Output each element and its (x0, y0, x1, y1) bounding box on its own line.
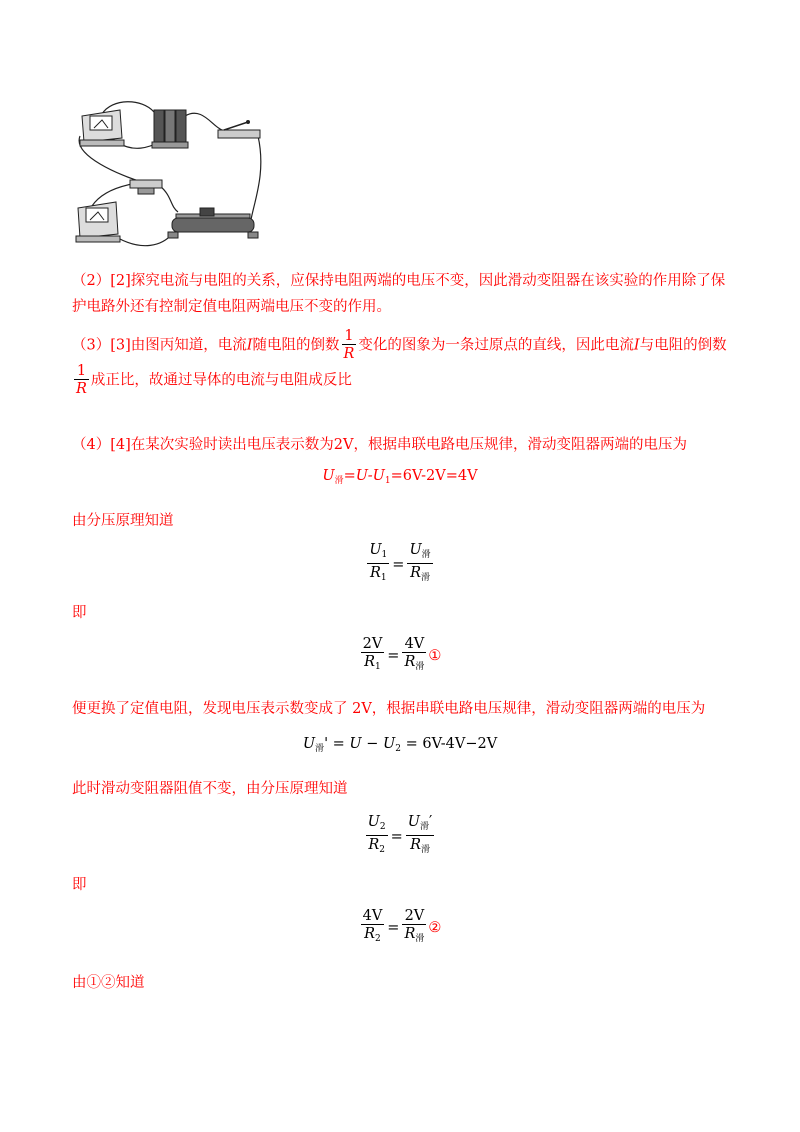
circuit-figure (72, 96, 264, 252)
line-ji-2: 即 (72, 877, 87, 893)
text: 随电阻的倒数 (252, 337, 340, 354)
fraction-inverse-r (74, 363, 89, 398)
numerator: 2V (402, 908, 426, 925)
symbol: R (404, 654, 416, 670)
value: =6V-2V=4V (390, 468, 478, 484)
prime: ' (324, 736, 329, 752)
wire (118, 234, 172, 246)
fraction-inverse-r (342, 328, 357, 363)
symbol: R (410, 565, 422, 581)
equation-ratio-3 (0, 814, 800, 859)
text: （3）[3]由图丙知道，电流 (72, 337, 247, 354)
equals-sign: = (387, 920, 400, 936)
equation-marker: ② (428, 920, 442, 936)
denominator: R (343, 346, 355, 362)
subscript: 滑 (334, 476, 344, 486)
subscript: 1 (384, 476, 391, 486)
numerator: 1 (74, 363, 89, 380)
numerator: 2V (362, 636, 383, 652)
subscript: 滑 (421, 573, 431, 583)
answer-part-4: （4）[4]在某次实验时读出电压表示数为2V，根据串联电路电压规律，滑动变阻器两端的电压为 (72, 437, 687, 453)
symbol: R (404, 926, 416, 942)
numerator: 4V (362, 908, 383, 924)
denominator: R (76, 381, 87, 397)
subscript: 滑 (415, 662, 425, 672)
equals-sign: = (392, 556, 405, 573)
subscript: 1 (380, 573, 387, 583)
prime: ′ (429, 814, 433, 830)
symbol: R (410, 837, 421, 853)
symbol: R (368, 837, 380, 853)
current-symbol: I (246, 337, 253, 354)
wire (160, 186, 178, 212)
symbol: = U − U (328, 736, 396, 752)
ammeter-icon (80, 110, 124, 146)
battery-icon (152, 110, 188, 148)
equation-u-slide-prime (0, 736, 800, 754)
answer-part-2: （2）[2]探究电流与电阻的关系，应保持电阻两端的电压不变，因此滑动变阻器在该实验的作用除了保护电路外还有控制定值电阻两端电压不变的作用。 (72, 273, 726, 315)
resistor-icon (130, 180, 162, 194)
subscript: 2 (379, 845, 385, 855)
symbol: U (367, 814, 380, 830)
symbol: U (302, 736, 316, 752)
subscript: 1 (381, 550, 388, 560)
value: = 6V-4V−2V (400, 736, 498, 752)
equation-u-slide (0, 468, 800, 486)
current-symbol: I (633, 337, 640, 354)
numerator: 4V (402, 636, 426, 653)
symbol: U (322, 468, 335, 484)
text: 变化的图象为一条过原点的直线，因此电流 (358, 337, 634, 354)
subscript: 滑 (415, 934, 425, 944)
symbol: U (409, 542, 422, 558)
wire (185, 113, 222, 130)
subscript: 滑 (315, 744, 325, 754)
equation-ratio-1 (0, 542, 800, 587)
line-ji-1: 即 (72, 605, 87, 621)
equation-ratio-4 (0, 908, 800, 948)
symbol: R (364, 654, 376, 670)
equals-sign: = (387, 648, 400, 664)
symbol: R (364, 926, 376, 942)
voltmeter-icon (76, 202, 120, 242)
subscript: 滑 (421, 550, 431, 560)
subscript: 1 (375, 662, 381, 672)
answer-part-3 (72, 328, 732, 398)
line-divider-principle-1: 由分压原理知道 (72, 513, 174, 529)
circuit-diagram (72, 96, 264, 252)
equation-marker: ① (428, 648, 442, 664)
rheostat-icon (168, 208, 258, 238)
subscript: 滑 (421, 845, 431, 855)
subscript: 滑 (420, 822, 430, 832)
symbol: U (369, 542, 382, 558)
switch-icon (218, 120, 260, 138)
equals-sign: = (390, 828, 403, 845)
answer-part-5: 便更换了定值电阻，发现电压表示数变成了 2V，根据串联电路电压规律，滑动变阻器两端的电压为 (72, 701, 706, 717)
symbol: =U-U (343, 468, 385, 484)
numerator: 1 (342, 328, 357, 345)
symbol: U (407, 814, 421, 830)
wire (250, 136, 261, 226)
symbol: R (369, 565, 381, 581)
line-conclusion: 由①②知道 (72, 975, 145, 991)
line-divider-principle-2: 此时滑动变阻器阻值不变，由分压原理知道 (72, 781, 348, 797)
equation-ratio-2 (0, 636, 800, 676)
text: 成正比，故通过导体的电流与电阻成反比 (90, 372, 352, 389)
text: 与电阻的倒数 (639, 337, 727, 354)
subscript: 2 (375, 934, 381, 944)
subscript: 2 (395, 744, 401, 754)
subscript: 2 (379, 822, 386, 832)
